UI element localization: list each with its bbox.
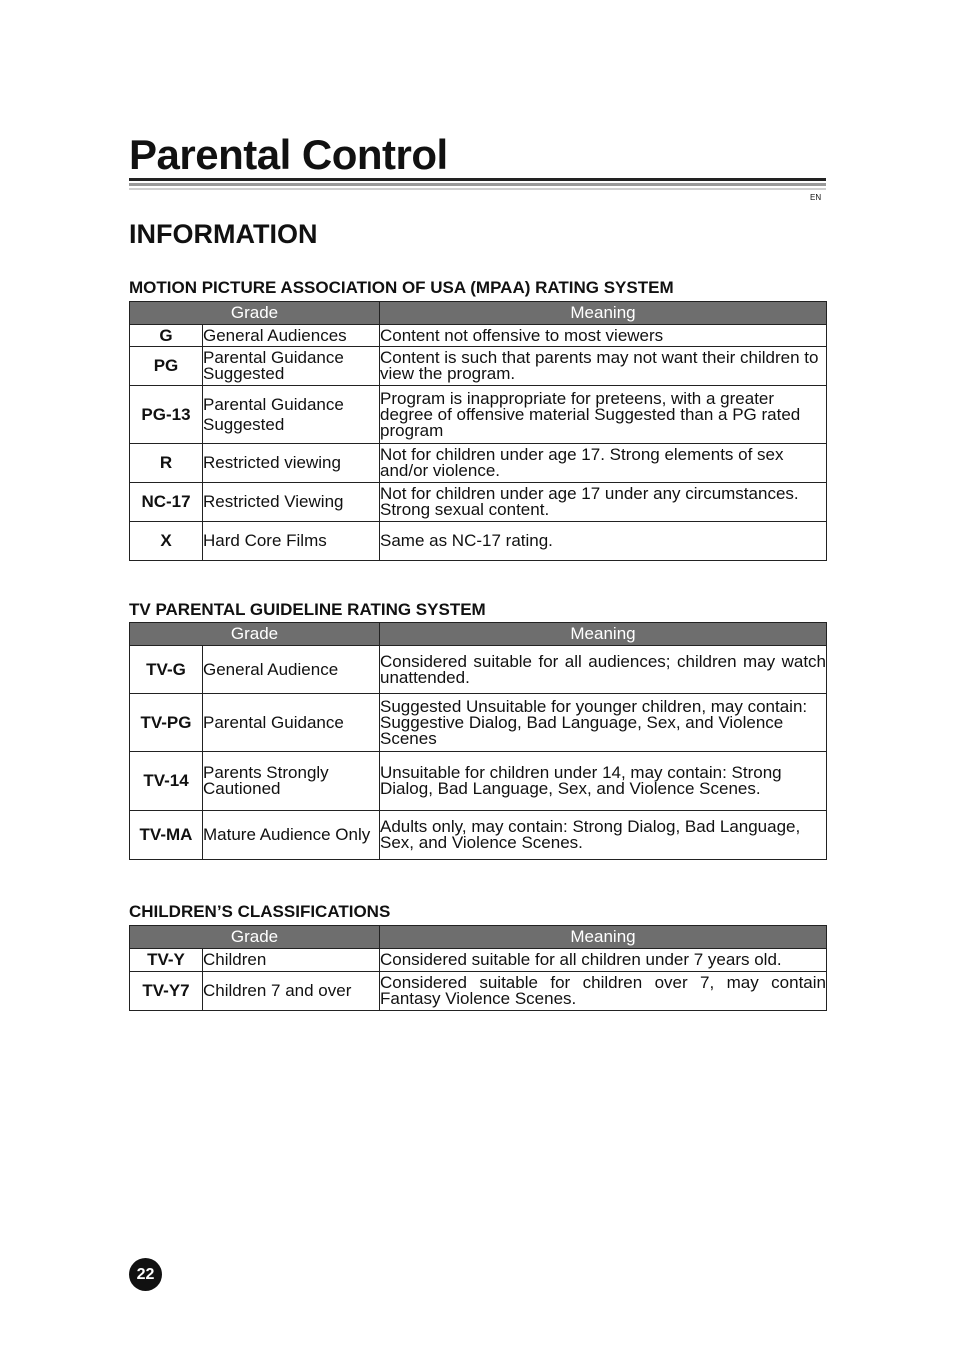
grade-name: Parental Guidance Suggested (203, 347, 380, 386)
table-row (130, 752, 827, 811)
meaning-header: Meaning (380, 926, 827, 949)
title-rule-light (129, 188, 826, 190)
grade-name: General Audiences (203, 325, 380, 347)
grade-name: Restricted Viewing (203, 483, 380, 522)
table-row (130, 949, 827, 972)
children-table (129, 925, 827, 1011)
page-number-badge: 22 (129, 1258, 162, 1291)
table-row (130, 347, 827, 386)
tv-guideline-heading: TV PARENTAL GUIDELINE RATING SYSTEM (129, 600, 486, 619)
grade-code: PG (130, 347, 203, 386)
grade-header: Grade (130, 623, 380, 646)
table-row (130, 972, 827, 1011)
language-tag: EN (810, 193, 822, 202)
grade-name: Restricted viewing (203, 444, 380, 483)
grade-code: PG-13 (130, 386, 203, 444)
table-header-row (130, 926, 827, 949)
table-header-row (130, 623, 827, 646)
children-heading: CHILDREN’S CLASSIFICATIONS (129, 902, 391, 921)
table-header-row (130, 302, 827, 325)
grade-meaning: Considered suitable for all audiences; children may watch unattended. (380, 646, 827, 694)
grade-name: Children (203, 949, 380, 972)
table-row (130, 483, 827, 522)
grade-header: Grade (130, 302, 380, 325)
grade-meaning: Considered suitable for children over 7, may contain Fantasy Violence Scenes. (380, 972, 827, 1011)
table-row (130, 386, 827, 444)
grade-name: Parents Strongly Cautioned (203, 752, 380, 811)
grade-meaning: Considered suitable for all children under 7 years old. (380, 949, 827, 972)
table-row (130, 646, 827, 694)
meaning-header: Meaning (380, 302, 827, 325)
grade-code: TV-PG (130, 694, 203, 752)
grade-name: Mature Audience Only (203, 811, 380, 860)
grade-code: G (130, 325, 203, 347)
grade-name: Parental Guidance Suggested (203, 386, 380, 444)
grade-meaning: Adults only, may contain: Strong Dialog, Bad Language, Sex, and Violence Scenes. (380, 811, 827, 860)
grade-code: TV-14 (130, 752, 203, 811)
tv-guideline-table (129, 622, 827, 860)
mpaa-table (129, 301, 827, 561)
title-rule-dark (129, 178, 826, 181)
grade-code: X (130, 522, 203, 561)
grade-code: TV-Y (130, 949, 203, 972)
section-title: INFORMATION (129, 219, 318, 249)
table-row (130, 325, 827, 347)
grade-meaning: Not for children under age 17. Strong elements of sex and/or violence. (380, 444, 827, 483)
table-row (130, 694, 827, 752)
grade-meaning: Not for children under age 17 under any circumstances. Strong sexual content. (380, 483, 827, 522)
mpaa-heading: MOTION PICTURE ASSOCIATION OF USA (MPAA) RATING SYSTEM (129, 278, 674, 297)
table-row (130, 444, 827, 483)
grade-meaning: Program is inappropriate for preteens, with a greater degree of offensive material Suggested than a PG rated program (380, 386, 827, 444)
grade-meaning: Content is such that parents may not want their children to view the program. (380, 347, 827, 386)
grade-meaning: Unsuitable for children under 14, may contain: Strong Dialog, Bad Language, Sex, and Violence Scenes. (380, 752, 827, 811)
grade-meaning: Same as NC-17 rating. (380, 522, 827, 561)
grade-meaning: Content not offensive to most viewers (380, 325, 827, 347)
grade-name: General Audience (203, 646, 380, 694)
grade-code: TV-G (130, 646, 203, 694)
grade-code: NC-17 (130, 483, 203, 522)
page-title: Parental Control (129, 131, 448, 178)
grade-name: Parental Guidance (203, 694, 380, 752)
grade-code: TV-Y7 (130, 972, 203, 1011)
table-row (130, 522, 827, 561)
grade-code: TV-MA (130, 811, 203, 860)
grade-name: Children 7 and over (203, 972, 380, 1011)
grade-meaning: Suggested Unsuitable for younger children, may contain: Suggestive Dialog, Bad Language, Sex, and Violence Scenes (380, 694, 827, 752)
meaning-header: Meaning (380, 623, 827, 646)
grade-name: Hard Core Films (203, 522, 380, 561)
grade-code: R (130, 444, 203, 483)
title-rule-mid (129, 183, 826, 186)
table-row (130, 811, 827, 860)
grade-header: Grade (130, 926, 380, 949)
